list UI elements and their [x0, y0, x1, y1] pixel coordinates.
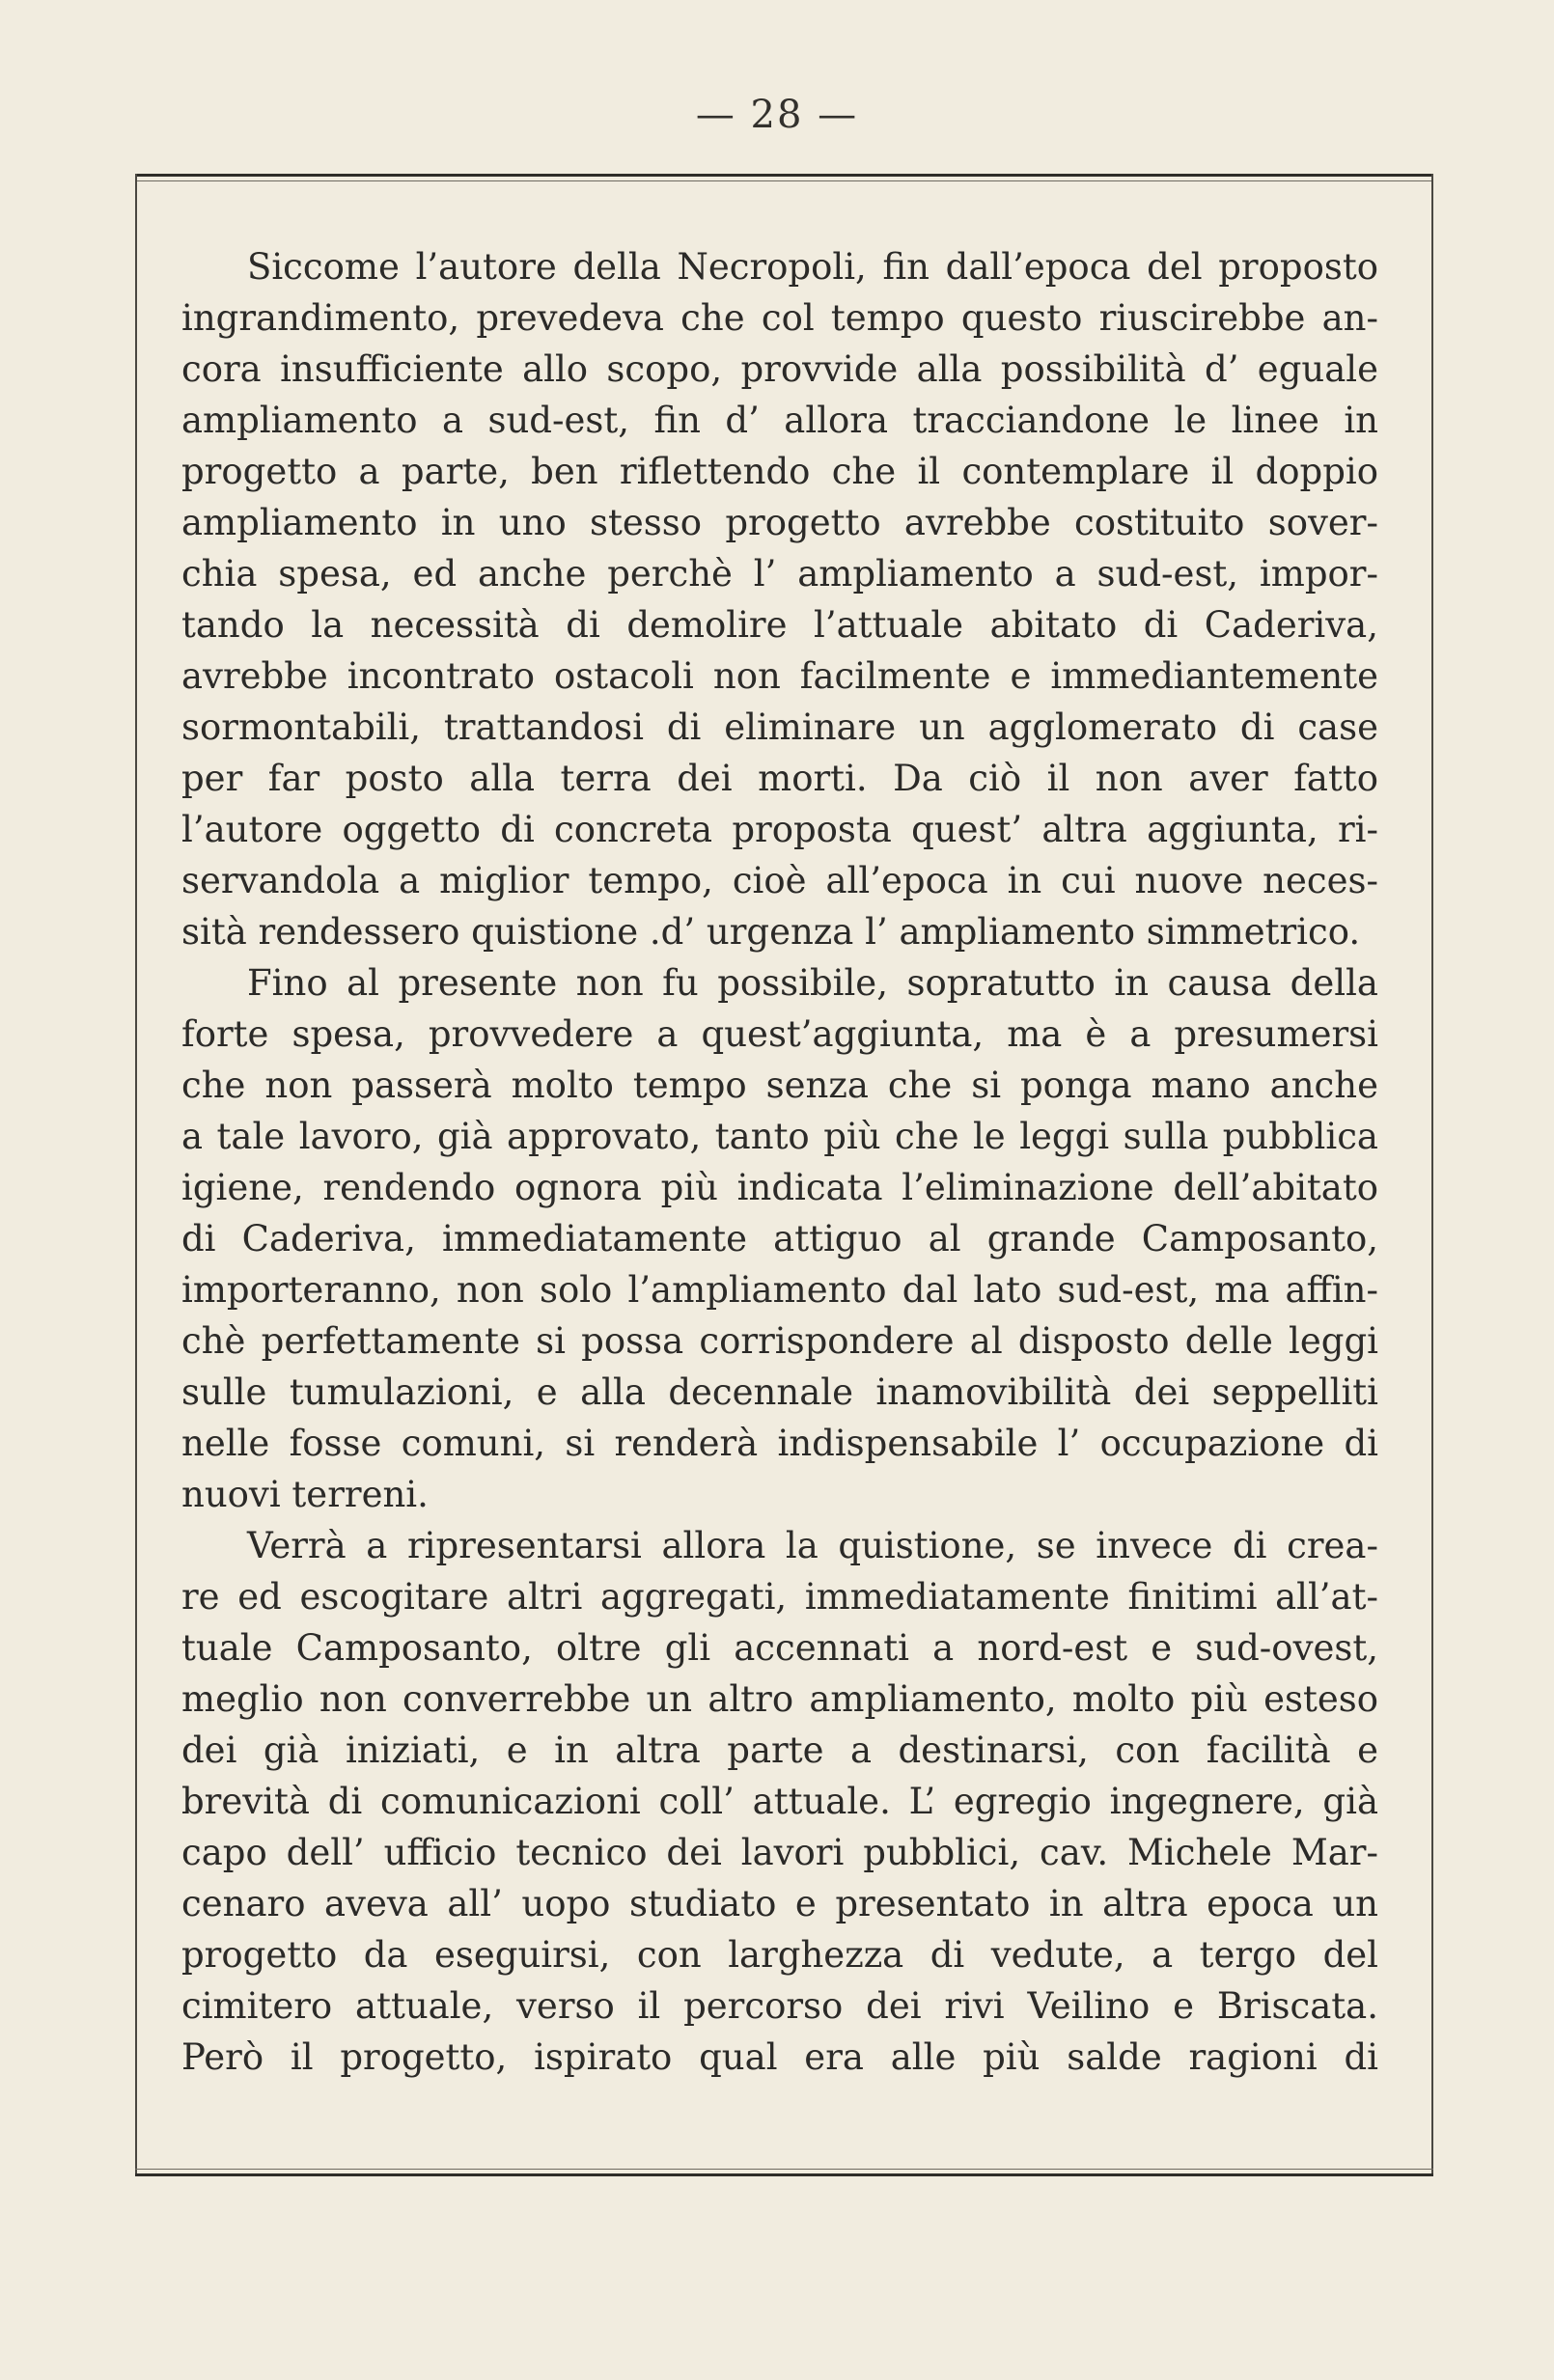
- frame-bottom-rule: [135, 2173, 1433, 2176]
- text-line: nuovi terreni.: [181, 1474, 429, 1515]
- text-line: ampliamento in uno stesso progetto avrebbe costituito sover-: [181, 502, 1378, 543]
- text-line: progetto da eseguirsi, con larghezza di vedute, a tergo del: [181, 1934, 1378, 1976]
- text-line: sormontabili, trattandosi di eliminare un agglomerato di case: [181, 706, 1378, 748]
- text-line: brevità di comunicazioni coll’ attuale. L’ egregio ingegnere, già: [181, 1781, 1378, 1822]
- text-line: cora insufficiente allo scopo, provvide alla possibilità d’ eguale: [181, 348, 1378, 390]
- text-line: cenaro aveva all’ uopo studiato e presentato in altra epoca un: [181, 1883, 1378, 1924]
- frame-bottom-thin-rule: [135, 2169, 1433, 2170]
- text-line: forte spesa, provvedere a quest’aggiunta, ma è a presumersi: [181, 1013, 1378, 1055]
- text-line: dei già iniziati, e in altra parte a destinarsi, con facilità e: [181, 1730, 1378, 1771]
- frame-top-rule: [135, 174, 1433, 177]
- text-line: per far posto alla terra dei morti. Da ciò il non aver fatto: [181, 758, 1378, 799]
- text-line: avrebbe incontrato ostacoli non facilmente e immediantemente: [181, 655, 1378, 697]
- text-line: chè perfettamente si possa corrispondere al disposto delle leggi: [181, 1320, 1378, 1362]
- text-line: l’autore oggetto di concreta proposta quest’ altra aggiunta, ri-: [181, 809, 1378, 850]
- text-line: servandola a miglior tempo, cioè all’epoca in cui nuove neces-: [181, 860, 1378, 901]
- text-line: progetto a parte, ben riflettendo che il contemplare il doppio: [181, 451, 1378, 492]
- text-line: Però il progetto, ispirato qual era alle più salde ragioni di: [181, 2036, 1378, 2078]
- text-line: che non passerà molto tempo senza che si ponga mano anche: [181, 1065, 1378, 1106]
- text-line: tuale Camposanto, oltre gli accennati a nord-est e sud-ovest,: [181, 1627, 1378, 1669]
- text-line: nelle fosse comuni, si renderà indispensabile l’ occupazione di: [181, 1423, 1378, 1464]
- text-frame: [135, 174, 1433, 2176]
- page-number: — 28 —: [695, 93, 859, 137]
- text-line: di Caderiva, immediatamente attiguo al grande Camposanto,: [181, 1218, 1378, 1259]
- text-line: ingrandimento, prevedeva che col tempo questo riuscirebbe an-: [181, 297, 1378, 339]
- frame-top-thin-rule: [135, 180, 1433, 181]
- text-line: sità rendessero quistione .d’ urgenza l’ ampliamento simmetrico.: [181, 911, 1361, 953]
- text-line: ampliamento a sud-est, fin d’ allora tracciandone le linee in: [181, 400, 1378, 441]
- text-line: a tale lavoro, già approvato, tanto più che le leggi sulla pubblica: [181, 1116, 1378, 1157]
- text-line: Siccome l’autore della Necropoli, fin dall’epoca del proposto: [247, 246, 1378, 288]
- body-text: [181, 241, 1378, 2083]
- text-line: igiene, rendendo ognora più indicata l’eliminazione dell’abitato: [181, 1167, 1378, 1208]
- text-line: importeranno, non solo l’ampliamento dal lato sud-est, ma affin-: [181, 1269, 1378, 1311]
- frame-left-rule: [135, 174, 137, 2176]
- text-line: Verrà a ripresentarsi allora la quistione, se invece di crea-: [247, 1525, 1378, 1566]
- text-line: tando la necessità di demolire l’attuale abitato di Caderiva,: [181, 604, 1378, 646]
- text-line: capo dell’ ufficio tecnico dei lavori pubblici, cav. Michele Mar-: [181, 1832, 1378, 1873]
- text-line: Fino al presente non fu possibile, sopratutto in causa della: [247, 962, 1378, 1004]
- text-line: cimitero attuale, verso il percorso dei rivi Veilino e Briscata.: [181, 1985, 1378, 2027]
- text-line: chia spesa, ed anche perchè l’ ampliamento a sud-est, impor-: [181, 553, 1378, 595]
- text-line: re ed escogitare altri aggregati, immediatamente finitimi all’at-: [181, 1576, 1378, 1618]
- text-line: meglio non converrebbe un altro ampliamento, molto più esteso: [181, 1678, 1378, 1720]
- text-line: sulle tumulazioni, e alla decennale inamovibilità dei seppelliti: [181, 1371, 1378, 1413]
- frame-right-rule: [1431, 174, 1433, 2176]
